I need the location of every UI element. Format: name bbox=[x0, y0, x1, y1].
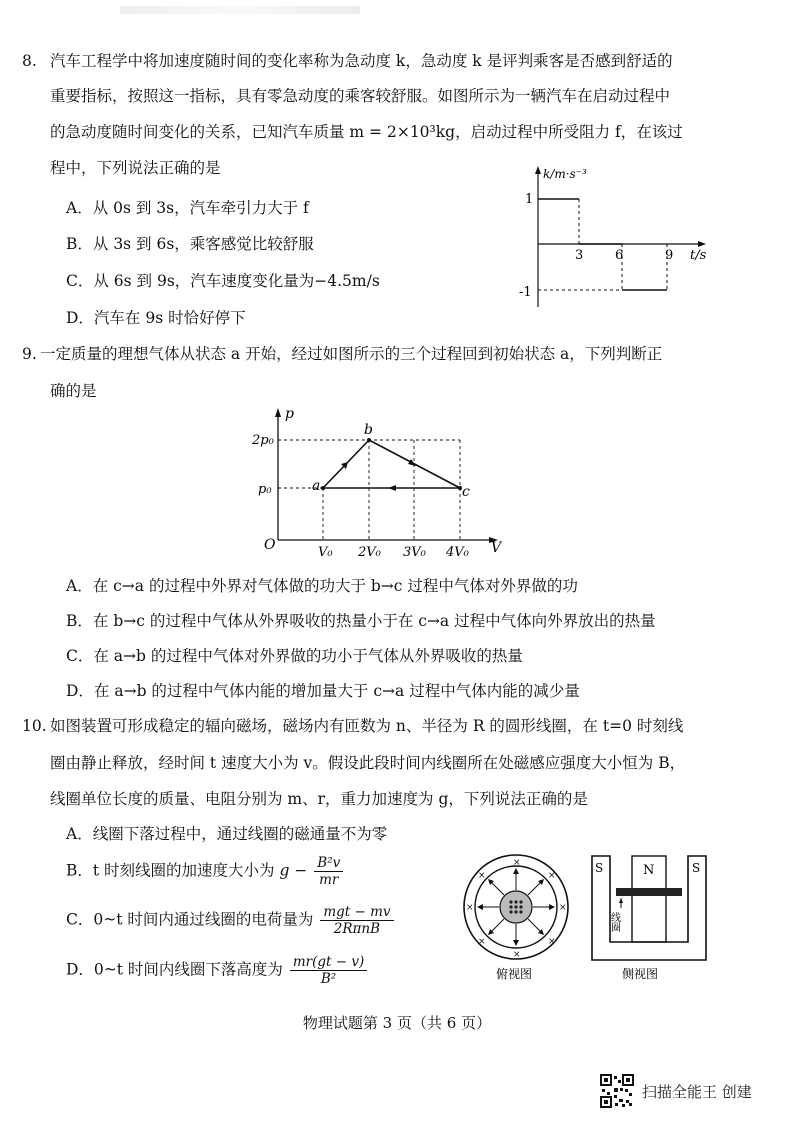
q8-option-d: D．汽车在 9s 时恰好停下 bbox=[66, 309, 246, 327]
q10-stem-line-3: 线圈单位长度的质量、电阻分别为 m、r，重力加速度为 g，下列说法正确的是 bbox=[50, 790, 588, 808]
q10-top-view-figure bbox=[458, 852, 576, 982]
q10-option-b bbox=[66, 855, 345, 888]
q8-stem-line-3: 的急动度随时间变化的关系，已知汽车质量 m = 2×10³kg，启动过程中所受阻力 f，在该过 bbox=[50, 123, 683, 141]
q8-jerk-time-graph bbox=[505, 162, 720, 312]
q10-option-b-numerator: B²v bbox=[314, 855, 343, 872]
scanner-watermark-text: 扫描全能王 创建 bbox=[642, 1082, 752, 1101]
q10-option-a: A．线圈下落过程中，通过线圈的磁通量不为零 bbox=[66, 825, 388, 843]
q9-option-b: B．在 b→c 的过程中气体从外界吸收的热量小于在 c→a 过程中气体向外界放出的热量 bbox=[66, 612, 656, 630]
svg-text:×: × bbox=[548, 871, 556, 881]
q9-y-axis-label: p bbox=[285, 406, 294, 422]
q10-option-c bbox=[66, 904, 396, 937]
q10-pole-s-left: S bbox=[595, 861, 604, 875]
scanner-watermark bbox=[600, 1074, 752, 1108]
svg-text:×: × bbox=[478, 871, 486, 881]
q8-y-tick-neg1: -1 bbox=[519, 285, 532, 300]
q10-pole-n: N bbox=[643, 863, 655, 878]
q10-option-b-fraction bbox=[314, 855, 343, 888]
q10-side-view-figure bbox=[588, 852, 713, 982]
q10-coil-label: 线圈 bbox=[608, 912, 620, 932]
q10-option-d-numerator: mr(gt − v) bbox=[290, 954, 367, 971]
q9-x-tick-3v0: 3V₀ bbox=[403, 545, 426, 559]
scan-header-artifact bbox=[120, 6, 360, 14]
q8-option-a: A．从 0s 到 3s，汽车牵引力大于 f bbox=[66, 199, 309, 217]
q9-origin-label: O bbox=[264, 537, 276, 553]
q9-point-b: b bbox=[364, 422, 373, 438]
q10-option-c-prefix: C．0~t 时间内通过线圈的电荷量为 bbox=[66, 910, 314, 929]
q10-option-d-denominator: B² bbox=[320, 971, 337, 987]
q9-pv-diagram bbox=[248, 404, 508, 559]
q10-option-d-prefix: D．0~t 时间内线圈下落高度为 bbox=[66, 960, 283, 979]
q9-x-tick-v0: V₀ bbox=[318, 545, 333, 559]
svg-text:×: × bbox=[559, 903, 567, 913]
q8-y-tick-1: 1 bbox=[525, 192, 534, 207]
q10-option-b-lead: g − bbox=[279, 861, 308, 880]
q9-x-tick-2v0: 2V₀ bbox=[358, 545, 381, 559]
q9-y-tick-2p0: 2p₀ bbox=[252, 433, 274, 448]
page-footer: 物理试题第 3 页（共 6 页） bbox=[302, 1014, 492, 1032]
q8-x-tick-9: 9 bbox=[665, 248, 674, 263]
q9-number: 9. bbox=[22, 345, 37, 363]
svg-text:×: × bbox=[548, 937, 556, 947]
q9-y-tick-p0: p₀ bbox=[258, 482, 272, 497]
q10-option-b-denominator: mr bbox=[319, 872, 339, 888]
q10-stem-line-2: 圈由静止释放，经时间 t 速度大小为 v。假设此段时间内线圈所在处磁感应强度大小恒为 B， bbox=[50, 754, 686, 772]
q10-pole-s-right: S bbox=[692, 861, 701, 875]
q10-option-c-numerator: mgt − mv bbox=[320, 904, 393, 921]
q8-option-b: B．从 3s 到 6s，乘客感觉比较舒服 bbox=[66, 235, 314, 253]
q10-top-view-caption: 俯视图 bbox=[496, 967, 533, 981]
q9-option-d: D．在 a→b 的过程中气体内能的增加量大于 c→a 过程中气体内能的减少量 bbox=[66, 682, 580, 700]
q8-stem-line-1: 汽车工程学中将加速度随时间的变化率称为急动度 k，急动度 k 是评判乘客是否感到舒适的 bbox=[50, 52, 673, 70]
q8-x-tick-6: 6 bbox=[615, 248, 624, 263]
svg-text:×: × bbox=[513, 858, 521, 868]
svg-text:×: × bbox=[478, 937, 486, 947]
q9-x-tick-4v0: 4V₀ bbox=[446, 545, 469, 559]
q8-y-axis-label: k/m·s⁻³ bbox=[543, 167, 587, 181]
q10-option-d bbox=[66, 954, 369, 987]
q9-stem-line-2: 确的是 bbox=[50, 382, 97, 400]
q10-stem-line-1: 如图装置可形成稳定的辐向磁场，磁场内有匝数为 n、半径为 R 的圆形线圈，在 t=0 时刻线 bbox=[50, 717, 684, 735]
qr-code-icon bbox=[600, 1074, 634, 1108]
q9-option-c: C．在 a→b 的过程中气体对外界做的功小于气体从外界吸收的热量 bbox=[66, 647, 523, 665]
q8-x-tick-3: 3 bbox=[575, 248, 584, 263]
q8-x-axis-label: t/s bbox=[690, 248, 707, 263]
svg-text:×: × bbox=[466, 903, 474, 913]
q10-option-d-fraction bbox=[290, 954, 367, 987]
q10-side-view-caption: 侧视图 bbox=[622, 967, 659, 981]
q9-x-axis-label: V bbox=[491, 540, 502, 556]
q8-stem-line-2: 重要指标，按照这一指标，具有零急动度的乘客较舒服。如图所示为一辆汽车在启动过程中 bbox=[50, 87, 671, 105]
q8-stem-line-4: 程中，下列说法正确的是 bbox=[50, 159, 221, 177]
q9-point-c: c bbox=[462, 484, 470, 500]
q10-number: 10. bbox=[22, 717, 47, 735]
q9-point-a: a bbox=[312, 478, 321, 494]
q9-option-a: A．在 c→a 的过程中外界对气体做的功大于 b→c 过程中气体对外界做的功 bbox=[66, 577, 578, 595]
q10-option-c-denominator: 2RπnB bbox=[333, 921, 381, 937]
q8-number: 8. bbox=[22, 52, 37, 70]
q10-option-b-prefix: B．t 时刻线圈的加速度大小为 bbox=[66, 861, 275, 880]
q10-option-c-fraction bbox=[320, 904, 393, 937]
svg-text:×: × bbox=[513, 950, 521, 960]
q8-option-c: C．从 6s 到 9s，汽车速度变化量为−4.5m/s bbox=[66, 272, 380, 290]
q9-stem-line-1: 一定质量的理想气体从状态 a 开始，经过如图所示的三个过程回到初始状态 a，下列判断正 bbox=[40, 345, 663, 363]
